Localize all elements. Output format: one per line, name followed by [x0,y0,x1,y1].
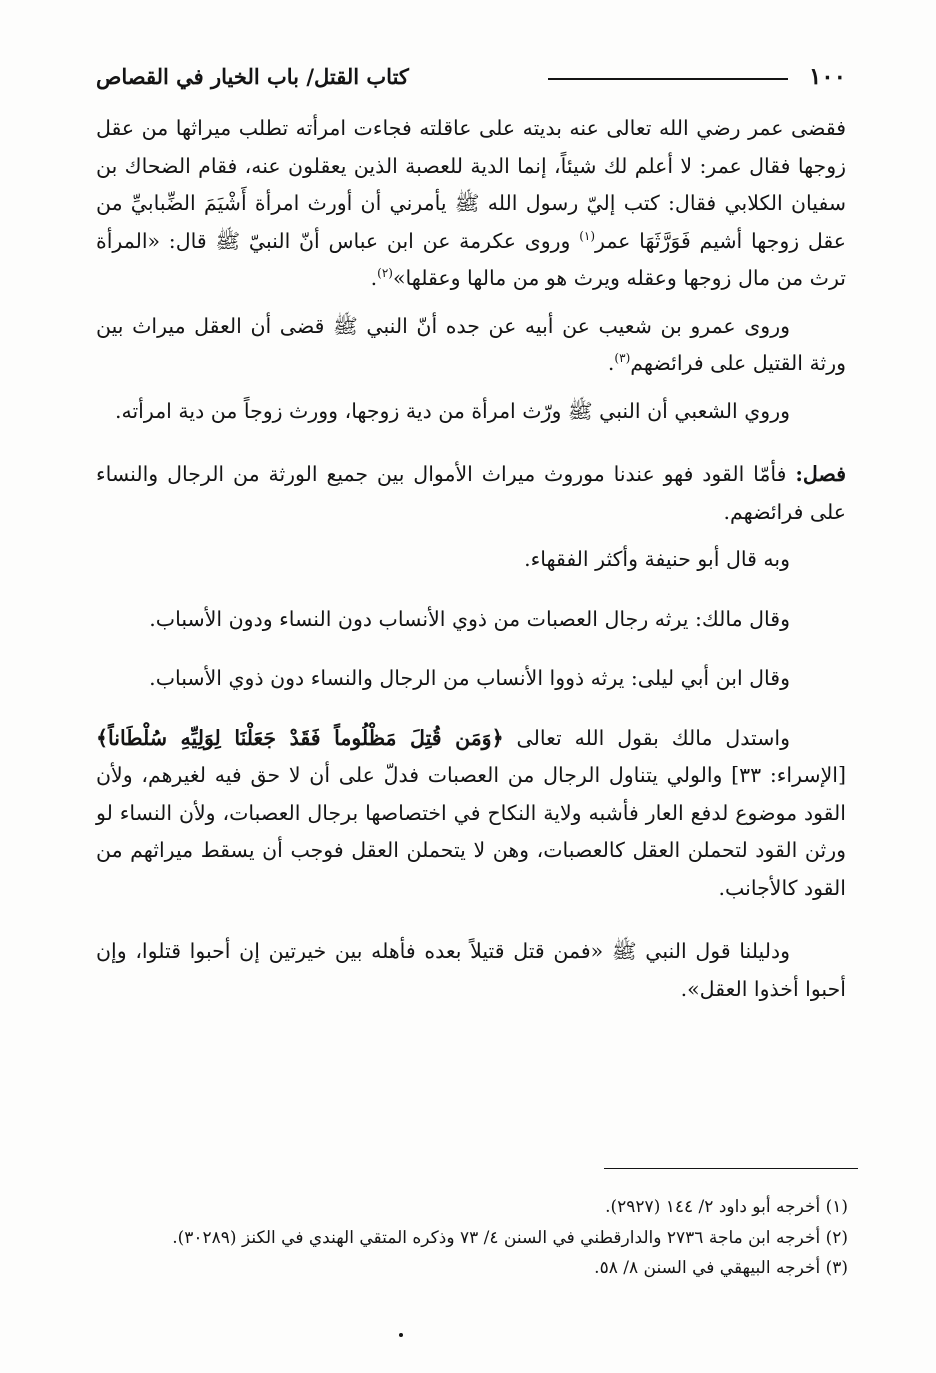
paragraph-8 [96,720,846,908]
paragraph-8-rest: [الإسراء: ٣٣] والولي يتناول الرجال من العصبات فدلّ على أن لا حق فيه لغيرهم، ولأن القود موضوع لدفع العار فأشبه ولاية النكاح في اختصاصها برجال العصبات، ولأن النساء لو ورثن القود لتحملن العقل كالعصبات، وهن لا يتحملن العقل فوجب أن يسقط ميراثهم من القود كالأجانب. [96,763,846,900]
running-header [96,62,846,96]
paragraph-7: وقال ابن أبي ليلى: يرثه ذووا الأنساب من الرجال والنساء دون ذوي الأسباب. [149,666,790,690]
paragraph-8-intro: واستدل مالك بقول الله تعالى [503,725,790,750]
footnote-1: (١) أخرجه أبو داود ٢/ ١٤٤ (٢٩٢٧). [605,1197,848,1217]
paragraph-1 [96,110,846,298]
paragraph-4 [96,456,846,531]
paragraph-3: وروي الشعبي أن النبي ﷺ ورّث امرأة من دية زوجها، وورث زوجاً من دية امرأته. [114,398,790,423]
section-label: فصل: [795,462,846,486]
paragraph-1-text-b: وروى عكرمة عن ابن عباس أنّ النبيّ ﷺ قال: «المرأة ترث من مال زوجها وعقله ويرث هو من مالها وعقلها» [96,228,846,290]
page-number: ١٠٠ [808,63,846,90]
main-text [96,110,846,1008]
paragraph-2 [96,308,846,383]
scan-speck [399,1333,403,1337]
header-rule [548,78,788,80]
footnote-2: (٢) أخرجه ابن ماجة ٢٧٣٦ والدارقطني في السنن ٤/ ٧٣ وذكره المتقي الهندي في الكنز (٣٠٢٨٩). [172,1227,848,1248]
footnote-3: (٣) أخرجه البيهقي في السنن ٨/ ٥٨. [594,1258,848,1278]
paragraph-1-end: . [370,266,378,290]
footnotes [96,1192,848,1284]
paragraph-5: وبه قال أبو حنيفة وأكثر الفقهاء. [524,547,790,571]
footnote-ref-1: (١) [579,228,596,243]
paragraph-2-text: وروى عمرو بن شعيب عن أبيه عن جده أنّ النبي ﷺ قضى أن العقل ميراث بين ورثة القتيل على فرائضهم [96,313,846,375]
footnote-separator [604,1168,858,1169]
quran-verse: ﴿وَمَن قُتِلَ مَظْلُوماً فَقَدْ جَعَلْنَا لِوَلِيِّهِ سُلْطَاناً﴾ [96,725,504,750]
footnote-ref-2: (٢) [377,266,393,281]
footnote-ref-3: (٣) [614,351,631,366]
paragraph-4-text: فأمّا القود فهو عندنا موروث ميراث الأموال بين جميع الورثة من الرجال والنساء على فرائضهم. [96,462,846,524]
paragraph-9: ودليلنا قول النبي ﷺ «فمن قتل قتيلاً بعده فأهله بين خيرتين إن أحبوا قتلوا، وإن أحبوا أخذوا العقل». [96,939,846,1001]
paragraph-1-text-a: فقضى عمر رضي الله تعالى عنه بديته على عاقلته فجاءت امرأته تطلب ميراثها من عقل زوجها فقال عمر: لا أعلم لك شيئاً، إنما الدية للعصبة الذين يعقلون عنه، فقام الضحاك بن سفيان الكلابي فقال: كتب إليّ رسول الله ﷺ يأمرني أن أورث امرأة أَشْيَمَ الضِّبابيِّ من عقل زوجها أشيم فَوَرَّثَهَا عمر [96,116,846,253]
paragraph-6: وقال مالك: يرثه رجال العصبات من ذوي الأنساب دون النساء ودون الأسباب. [149,606,790,631]
running-title: كتاب القتل/ باب الخيار في القصاص [96,64,409,89]
paragraph-2-end: . [607,351,615,375]
